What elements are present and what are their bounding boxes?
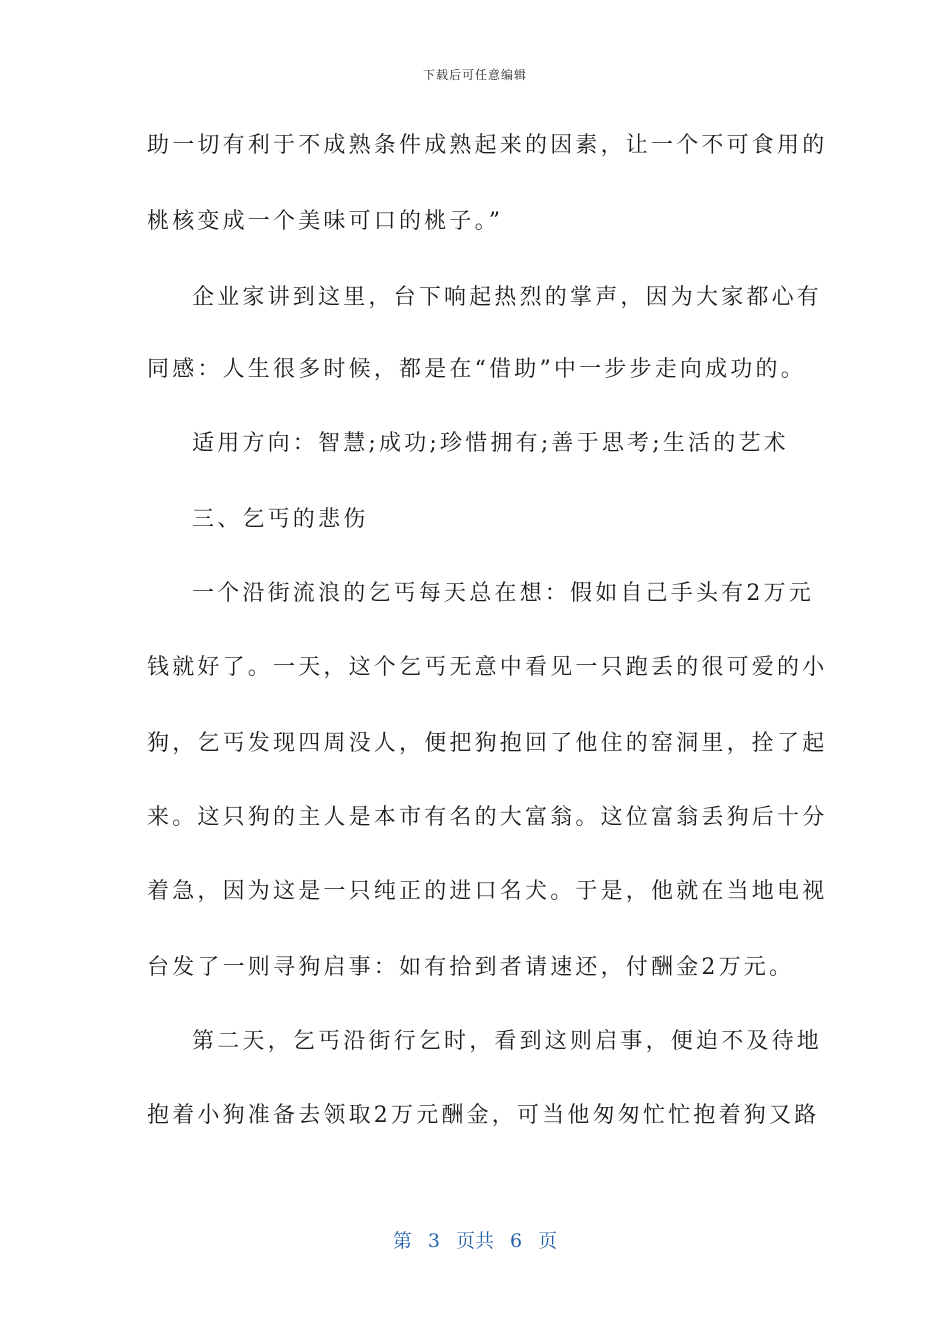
body-line: 助一切有利于不成熟条件成熟起来的因素，让一个不可食用的 <box>147 133 828 158</box>
paragraph-start: 第二天，乞丐沿街行乞时，看到这则启事，便迫不及待地 <box>192 1029 823 1054</box>
page-footer <box>0 1226 950 1253</box>
footer-suffix: 页 <box>538 1230 558 1252</box>
body-line: 同感：人生很多时候，都是在“借助”中一步步走向成功的。 <box>147 357 806 382</box>
header-note: 下载后可任意编辑 <box>422 68 527 82</box>
body-line: 狗，乞丐发现四周没人，便把狗抱回了他住的窑洞里，拴了起 <box>147 731 828 756</box>
footer-total-pages: 6 <box>510 1230 523 1252</box>
body-line: 桃核变成一个美味可口的桃子。” <box>147 209 504 234</box>
body-line: 钱就好了。一天，这个乞丐无意中看见一只跑丢的很可爱的小 <box>147 655 828 680</box>
paragraph-start: 适用方向：智慧;成功;珍惜拥有;善于思考;生活的艺术 <box>192 431 789 456</box>
footer-middle: 页共 <box>455 1230 494 1252</box>
paragraph-start: 一个沿街流浪的乞丐每天总在想：假如自己手头有2万元 <box>192 581 814 606</box>
footer-prefix: 第 <box>392 1230 412 1252</box>
body-line: 来。这只狗的主人是本市有名的大富翁。这位富翁丢狗后十分 <box>147 805 828 830</box>
paragraph-start: 企业家讲到这里，台下响起热烈的掌声，因为大家都心有 <box>192 285 823 310</box>
section-heading: 三、乞丐的悲伤 <box>192 507 369 532</box>
footer-page-number: 3 <box>427 1230 440 1252</box>
body-line: 抱着小狗准备去领取2万元酬金，可当他匆匆忙忙抱着狗又路 <box>147 1103 820 1128</box>
body-line: 台发了一则寻狗启事：如有拾到者请速还，付酬金2万元。 <box>147 955 795 980</box>
body-line: 着急，因为这是一只纯正的进口名犬。于是，他就在当地电视 <box>147 879 828 904</box>
